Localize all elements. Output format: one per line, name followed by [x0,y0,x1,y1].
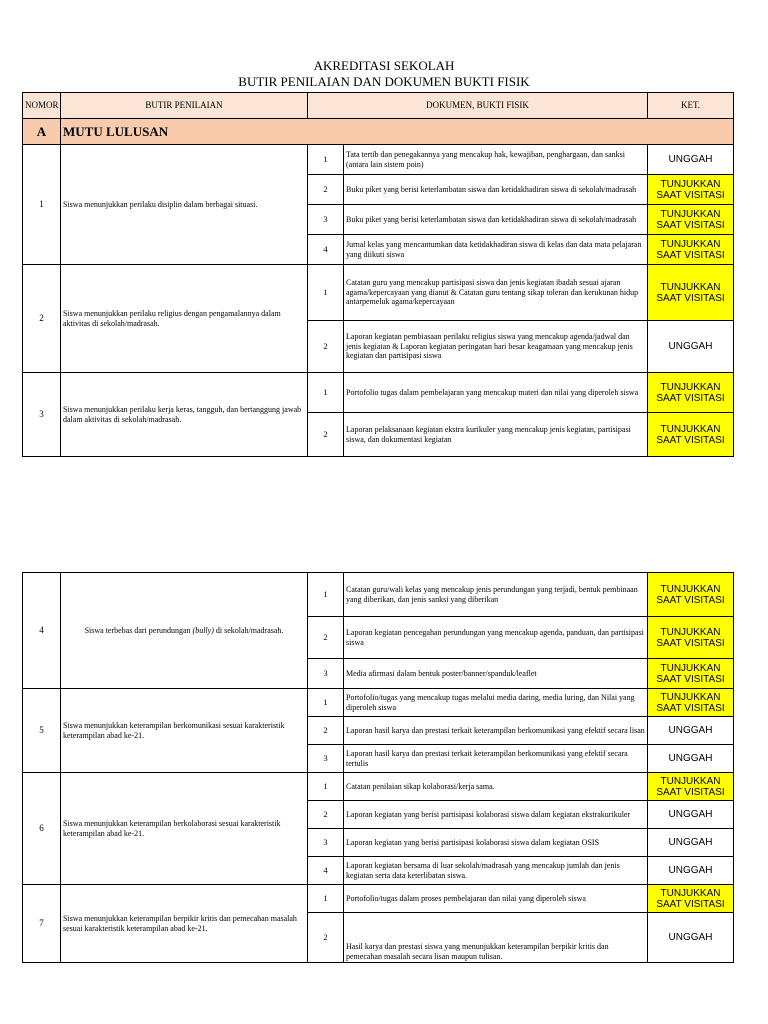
doc-text: Buku piket yang berisi keterlambatan siswa dan ketidakhadiran siswa di sekolah/madrasah [344,175,648,205]
doc-text: Laporan kegiatan pembiasaan perilaku religius siswa yang mencakup agenda/jadwal dan jenis kegiatan & Laporan kegiatan peringatan hari besar keagamaan yang mencakup jenis kegiatan dan partisipasi siswa [344,321,648,373]
item-number: 6 [23,773,61,885]
ket-tunjukkan: TUNJUKKAN SAAT VISITASI [648,205,734,235]
header-butir-penilaian: BUTIR PENILAIAN [61,93,308,119]
item-description: Siswa menunjukkan keterampilan berpikir kritis dan pemecahan masalah sesuai karakteristik keterampilan abad ke-21. [61,885,308,963]
ket-unggah: UNGGAH [648,829,734,857]
item-description: Siswa terbebas dari perundungan (bully) di sekolah/madrasah. [61,573,308,689]
doc-text: Laporan hasil karya dan prestasi terkait keterampilan berkomunikasi yang efektif secara lisan [344,717,648,745]
ket-tunjukkan: TUNJUKKAN SAAT VISITASI [648,413,734,457]
ket-tunjukkan: TUNJUKKAN SAAT VISITASI [648,235,734,265]
section-name: MUTU LULUSAN [61,119,734,145]
item-description: Siswa menunjukkan perilaku disiplin dalam berbagai situasi. [61,145,308,265]
header-dokumen: DOKUMEN, BUKTI FISIK [308,93,648,119]
item-number: 5 [23,689,61,773]
item-number: 4 [23,573,61,689]
doc-number: 3 [308,659,344,689]
ket-tunjukkan: TUNJUKKAN SAAT VISITASI [648,885,734,913]
ket-tunjukkan: TUNJUKKAN SAAT VISITASI [648,689,734,717]
assessment-table-part-1 [22,92,734,457]
item-number: 1 [23,145,61,265]
doc-text: Laporan kegiatan pencegahan perundungan yang mencakup agenda, panduan, dan partisipasi siswa [344,617,648,659]
doc-text: Buku piket yang berisi keterlambatan siswa dan ketidakhadiran siswa di sekolah/madrasah [344,205,648,235]
ket-tunjukkan: TUNJUKKAN SAAT VISITASI [648,175,734,205]
table-row [23,689,734,717]
doc-number: 3 [308,745,344,773]
doc-text: Catatan guru/wali kelas yang mencakup jenis perundungan yang terjadi, bentuk pembinaan yang diberikan, dan jenis sanksi yang diberikan [344,573,648,617]
ket-unggah: UNGGAH [648,321,734,373]
item-number: 2 [23,265,61,373]
doc-number: 1 [308,265,344,321]
ket-tunjukkan: TUNJUKKAN SAAT VISITASI [648,373,734,413]
ket-tunjukkan: TUNJUKKAN SAAT VISITASI [648,265,734,321]
ket-tunjukkan: TUNJUKKAN SAAT VISITASI [648,617,734,659]
doc-text: Laporan hasil karya dan prestasi terkait keterampilan berkomunikasi yang efektif secara tertulis [344,745,648,773]
table-row [23,373,734,413]
ket-tunjukkan: TUNJUKKAN SAAT VISITASI [648,573,734,617]
doc-number: 2 [308,801,344,829]
item-description: Siswa menunjukkan keterampilan berkolaborasi sesuai karakteristik keterampilan abad ke-21. [61,773,308,885]
doc-number: 1 [308,373,344,413]
doc-number: 1 [308,689,344,717]
table-row [23,773,734,801]
doc-text: Laporan kegiatan bersama di luar sekolah/madrasah yang mencakup jumlah dan jenis kegiatan serta data keterlibatan siswa. [344,857,648,885]
doc-number: 1 [308,773,344,801]
doc-text: Catatan guru yang mencakup partisipasi siswa dan jenis kegiatan ibadah sesuai ajaran agama/kepercayaan yang dianut & Catatan guru tentang sikap toleran dan kerukunan hidup antarpemeluk agama/kepercayaan [344,265,648,321]
doc-text: Laporan pelaksanaan kegiatan ekstra kurikuler yang mencakup jenis kegiatan, partisipasi siswa, dan dokumentasi kegiatan [344,413,648,457]
doc-number: 4 [308,857,344,885]
doc-text: Laporan kegiatan yang berisi partisipasi kolaborasi siswa dalam kegiatan OSIS [344,829,648,857]
doc-number: 2 [308,617,344,659]
ket-tunjukkan: TUNJUKKAN SAAT VISITASI [648,773,734,801]
table-row [23,265,734,321]
ket-unggah: UNGGAH [648,745,734,773]
doc-text: Portofolio tugas dalam pembelajaran yang mencakup materi dan nilai yang diperoleh siswa [344,373,648,413]
doc-number: 1 [308,573,344,617]
ket-unggah: UNGGAH [648,717,734,745]
doc-text: Jurnal kelas yang mencantumkan data ketidakhadiran siswa di kelas dan data mata pelajaran yang diikuti siswa [344,235,648,265]
item-number: 3 [23,373,61,457]
document-subtitle: BUTIR PENILAIAN DAN DOKUMEN BUKTI FISIK [238,74,530,89]
doc-number: 2 [308,913,344,963]
doc-text: Hasil karya dan prestasi siswa yang menunjukkan keterampilan berpikir kritis dan pemecahan masalah secara lisan maupun tulisan. [344,913,648,963]
doc-text: Portofolio/tugas yang mencakup tugas melalui media daring, media luring, dan Nilai yang diperoleh siswa [344,689,648,717]
table-row [23,573,734,617]
table-row [23,885,734,913]
item-number: 7 [23,885,61,963]
document-title: AKREDITASI SEKOLAH [313,58,455,73]
doc-text: Laporan kegiatan yang berisi partisipasi kolaborasi siswa dalam kegiatan ekstrakurikuler [344,801,648,829]
doc-number: 1 [308,885,344,913]
ket-unggah: UNGGAH [648,145,734,175]
doc-text: Catatan penilaian sikap kolaborasi/kerja sama. [344,773,648,801]
doc-number: 3 [308,205,344,235]
doc-number: 2 [308,321,344,373]
table-row [23,145,734,175]
section-row [23,119,734,145]
item-description: Siswa menunjukkan perilaku kerja keras, tangguh, dan bertanggung jawab dalam aktivitas di sekolah/madrasah. [61,373,308,457]
doc-number: 1 [308,145,344,175]
item-description: Siswa menunjukkan keterampilan berkomunikasi sesuai karakteristik keterampilan abad ke-21. [61,689,308,773]
section-letter: A [23,119,61,145]
doc-number: 2 [308,717,344,745]
assessment-table-part-2 [22,572,734,963]
doc-number: 2 [308,175,344,205]
header-nomor: NOMOR [23,93,61,119]
item-description: Siswa menunjukkan perilaku religius dengan pengamalannya dalam aktivitas di sekolah/madrasah. [61,265,308,373]
header-ket: KET. [648,93,734,119]
ket-unggah: UNGGAH [648,857,734,885]
doc-number: 3 [308,829,344,857]
doc-text: Portofolio/tugas dalam proses pembelajaran dan nilai yang diperoleh siswa [344,885,648,913]
doc-number: 2 [308,413,344,457]
doc-number: 4 [308,235,344,265]
doc-text: Tata tertib dan penegakannya yang mencakup hak, kewajiban, penghargaan, dan sanksi (antara lain sistem poin) [344,145,648,175]
doc-text: Media afirmasi dalam bentuk poster/banner/spanduk/leaflet [344,659,648,689]
table-header-row [23,93,734,119]
ket-unggah: UNGGAH [648,801,734,829]
ket-unggah: UNGGAH [648,913,734,963]
ket-tunjukkan: TUNJUKKAN SAAT VISITASI [648,659,734,689]
